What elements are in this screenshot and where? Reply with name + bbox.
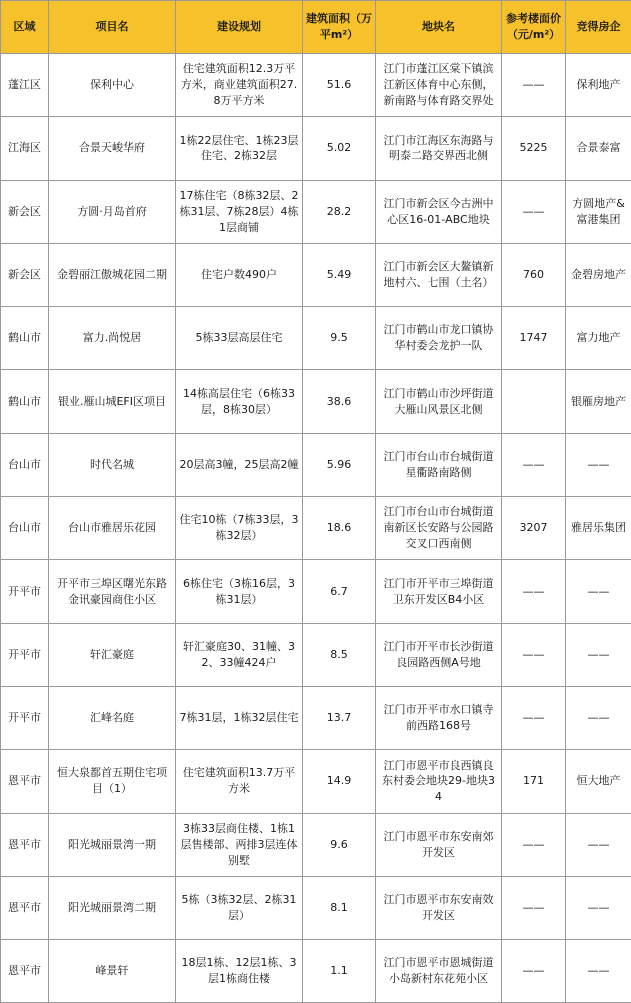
cell-region: 江海区 (1, 117, 49, 180)
cell-plan: 住宅10栋（7栋33层，3栋32层） (176, 497, 303, 560)
cell-plan: 17栋住宅（8栋32层、2栋31层、7栋28层）4栋1层商铺 (176, 180, 303, 243)
header-area: 建筑面积（万平m²） (303, 1, 376, 54)
cell-company: —— (566, 623, 631, 686)
cell-plan: 5栋33层高层住宅 (176, 307, 303, 370)
cell-area: 14.9 (303, 750, 376, 813)
cell-project: 峰景轩 (49, 940, 176, 1003)
cell-project: 阳光城丽景湾二期 (49, 876, 176, 939)
cell-location: 江门市恩平市东安南郊开发区 (376, 813, 502, 876)
cell-area: 6.7 (303, 560, 376, 623)
table-row (1, 560, 631, 623)
cell-price: 1747 (502, 307, 566, 370)
cell-location: 江门市蓬江区棠下镇滨江新区体育中心东侧，新南路与体育路交界处 (376, 54, 502, 117)
cell-price: 5225 (502, 117, 566, 180)
cell-project: 阳光城丽景湾一期 (49, 813, 176, 876)
cell-region: 开平市 (1, 686, 49, 749)
cell-company: 方圆地产&富港集团 (566, 180, 631, 243)
cell-price: 171 (502, 750, 566, 813)
cell-price: —— (502, 813, 566, 876)
cell-location: 江门市开平市三埠街道卫东开发区B4小区 (376, 560, 502, 623)
cell-location: 江门市鹤山市沙坪街道大雁山风景区北侧 (376, 370, 502, 433)
cell-plan: 住宅建筑面积13.7万平方米 (176, 750, 303, 813)
cell-area: 5.02 (303, 117, 376, 180)
header-plan: 建设规划 (176, 1, 303, 54)
cell-location: 江门市开平市水口镇寺前西路168号 (376, 686, 502, 749)
cell-project: 保利中心 (49, 54, 176, 117)
cell-region: 恩平市 (1, 940, 49, 1003)
cell-region: 台山市 (1, 497, 49, 560)
cell-price: —— (502, 54, 566, 117)
cell-region: 鹤山市 (1, 370, 49, 433)
cell-location: 江门市新会区大鳌镇新地村六、七围（土名） (376, 243, 502, 306)
cell-company: —— (566, 433, 631, 496)
cell-project: 恒大泉都首五期住宅项目（1） (49, 750, 176, 813)
cell-company: 恒大地产 (566, 750, 631, 813)
cell-area: 8.5 (303, 623, 376, 686)
table-row (1, 433, 631, 496)
table-row (1, 243, 631, 306)
cell-project: 金碧丽江傲城花园二期 (49, 243, 176, 306)
table-row (1, 813, 631, 876)
cell-location: 江门市江海区东海路与明泰二路交界西北侧 (376, 117, 502, 180)
cell-project: 台山市雅居乐花园 (49, 497, 176, 560)
cell-price (502, 370, 566, 433)
cell-region: 开平市 (1, 623, 49, 686)
cell-area: 9.5 (303, 307, 376, 370)
cell-company: 保利地产 (566, 54, 631, 117)
header-row (1, 1, 631, 54)
table-row (1, 623, 631, 686)
cell-price: —— (502, 560, 566, 623)
cell-plan: 5栋（3栋32层、2栋31层） (176, 876, 303, 939)
cell-price: 760 (502, 243, 566, 306)
cell-area: 1.1 (303, 940, 376, 1003)
cell-location: 江门市新会区今古洲中心区16-01-ABC地块 (376, 180, 502, 243)
cell-plan: 7栋31层，1栋32层住宅 (176, 686, 303, 749)
cell-plan: 1栋22层住宅、1栋23层住宅、2栋32层 (176, 117, 303, 180)
cell-company: 富力地产 (566, 307, 631, 370)
cell-price: —— (502, 433, 566, 496)
cell-area: 9.6 (303, 813, 376, 876)
cell-plan: 住宅建筑面积12.3万平方米，商业建筑面积27.8万平方米 (176, 54, 303, 117)
cell-region: 新会区 (1, 180, 49, 243)
cell-plan: 20层高3幢，25层高2幢 (176, 433, 303, 496)
cell-company: 银雁房地产 (566, 370, 631, 433)
cell-plan: 住宅户数490户 (176, 243, 303, 306)
cell-price: —— (502, 940, 566, 1003)
cell-project: 开平市三埠区曙光东路金讯豪园商住小区 (49, 560, 176, 623)
cell-plan: 14栋高层住宅（6栋33层，8栋30层） (176, 370, 303, 433)
cell-project: 轩汇豪庭 (49, 623, 176, 686)
cell-project: 富力.尚悦居 (49, 307, 176, 370)
header-company: 竞得房企 (566, 1, 631, 54)
cell-project: 时代名城 (49, 433, 176, 496)
cell-price: —— (502, 623, 566, 686)
cell-region: 开平市 (1, 560, 49, 623)
cell-location: 江门市开平市长沙街道良园路西侧A号地 (376, 623, 502, 686)
cell-location: 江门市台山市台城街道南新区长安路与公园路交叉口西南侧 (376, 497, 502, 560)
table-row (1, 686, 631, 749)
cell-company: 金碧房地产 (566, 243, 631, 306)
cell-company: —— (566, 560, 631, 623)
cell-plan: 3栋33层商住楼、1栋1层售楼部、两排3层连体别墅 (176, 813, 303, 876)
cell-company: —— (566, 686, 631, 749)
cell-region: 恩平市 (1, 876, 49, 939)
cell-region: 恩平市 (1, 813, 49, 876)
table-row (1, 54, 631, 117)
cell-project: 方圆·月岛首府 (49, 180, 176, 243)
header-price: 参考楼面价（元/m²） (502, 1, 566, 54)
cell-area: 13.7 (303, 686, 376, 749)
cell-region: 鹤山市 (1, 307, 49, 370)
table-row (1, 117, 631, 180)
cell-price: 3207 (502, 497, 566, 560)
header-location: 地块名 (376, 1, 502, 54)
cell-plan: 18层1栋、12层1栋、3层1栋商住楼 (176, 940, 303, 1003)
table-row (1, 370, 631, 433)
cell-region: 台山市 (1, 433, 49, 496)
cell-company: 雅居乐集团 (566, 497, 631, 560)
header-project: 项目名 (49, 1, 176, 54)
cell-area: 28.2 (303, 180, 376, 243)
table-row (1, 180, 631, 243)
cell-project: 汇峰名庭 (49, 686, 176, 749)
cell-price: —— (502, 686, 566, 749)
cell-location: 江门市恩平市东安南效开发区 (376, 876, 502, 939)
cell-company: 合景泰富 (566, 117, 631, 180)
table-row (1, 940, 631, 1003)
table-row (1, 307, 631, 370)
cell-location: 江门市台山市台城街道星衢路南路侧 (376, 433, 502, 496)
cell-location: 江门市鹤山市龙口镇协华村委会龙护一队 (376, 307, 502, 370)
table-row (1, 750, 631, 813)
cell-price: —— (502, 180, 566, 243)
table-row (1, 876, 631, 939)
cell-area: 38.6 (303, 370, 376, 433)
cell-region: 蓬江区 (1, 54, 49, 117)
cell-location: 江门市恩平市恩城街道小岛新村东花苑小区 (376, 940, 502, 1003)
cell-plan: 轩汇豪庭30、31幢、32、33幢424户 (176, 623, 303, 686)
cell-area: 5.49 (303, 243, 376, 306)
cell-company: —— (566, 940, 631, 1003)
cell-project: 银业.雁山城EFI区项目 (49, 370, 176, 433)
cell-price: —— (502, 876, 566, 939)
cell-area: 5.96 (303, 433, 376, 496)
cell-area: 8.1 (303, 876, 376, 939)
cell-area: 51.6 (303, 54, 376, 117)
cell-company: —— (566, 876, 631, 939)
cell-region: 恩平市 (1, 750, 49, 813)
table-row (1, 497, 631, 560)
header-region: 区域 (1, 1, 49, 54)
cell-project: 合景天峻华府 (49, 117, 176, 180)
cell-plan: 6栋住宅（3栋16层，3栋31层） (176, 560, 303, 623)
cell-area: 18.6 (303, 497, 376, 560)
cell-company: —— (566, 813, 631, 876)
cell-region: 新会区 (1, 243, 49, 306)
cell-location: 江门市恩平市良西镇良东村委会地块29-地块34 (376, 750, 502, 813)
